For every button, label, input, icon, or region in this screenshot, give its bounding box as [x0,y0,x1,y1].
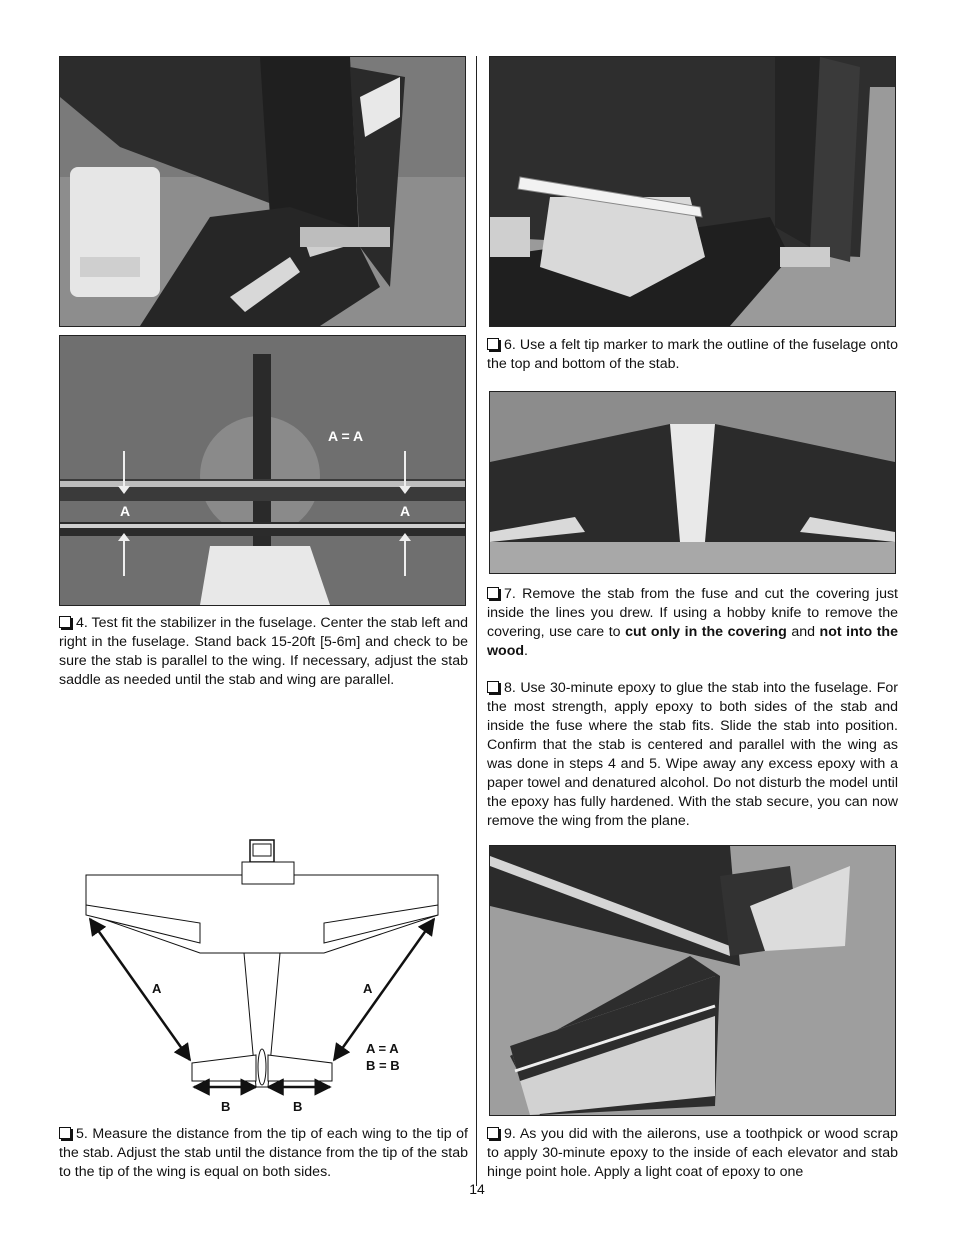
label-a-right: A [400,503,411,519]
step-7-bold-a: cut only in the covering [625,624,787,640]
step-7-text-c: . [524,643,528,659]
photo-stab-exposed-wood [489,391,896,574]
step-6-text: 6. Use a felt tip marker to mark the outline of the fuselage onto the top and bottom of the stab. [487,337,898,372]
diagram-label-a-right: A [363,981,373,996]
checkbox[interactable] [59,1127,71,1139]
step-5 [59,1125,468,1182]
step-8 [487,679,898,831]
page-number: 14 [469,1181,485,1197]
label-a-left: A [120,503,131,519]
step-7-text-b: and [786,624,820,640]
diagram-eq-b: B = B [366,1058,400,1073]
alignment-diagram [80,835,450,1120]
diagram-label-a-left: A [152,981,162,996]
step-4 [59,614,468,690]
checkbox[interactable] [487,681,499,693]
checkbox[interactable] [59,616,71,628]
step-6 [487,336,898,374]
step-9-text: 9. As you did with the ailerons, use a toothpick or wood scrap to apply 30-minute epoxy to the inside of each elevator and stab hinge point hole. Apply a light coat of epoxy to one [487,1126,898,1180]
diagram-label-b-right: B [293,1099,303,1114]
checkbox[interactable] [487,587,499,599]
checkbox[interactable] [487,338,499,350]
step-7-bold-b: not into the wood [487,624,898,659]
step-4-text: 4. Test fit the stabilizer in the fuselage. Center the stab left and right in the fuselage. Stand back 15-20ft [5-6m] and check to be sure the stab is parallel to the wing. If necessary, adjust the stab saddle as needed until the stab and wing are parallel. [59,615,468,688]
photo-stab-alignment [59,335,466,606]
step-7-text-a: 7. Remove the stab from the fuse and cut the covering just inside the lines you drew. If using a hobby knife to remove the covering, use care to [487,586,898,640]
checkbox[interactable] [487,1127,499,1139]
photo-elevator-hinges [489,845,896,1116]
step-7 [487,585,898,661]
diagram-eq-a: A = A [366,1041,399,1056]
photo-tail-closeup [59,56,466,327]
photo-felt-tip-marker [489,56,896,327]
diagram-label-b-left: B [221,1099,231,1114]
step-9 [487,1125,898,1182]
step-8-text: 8. Use 30-minute epoxy to glue the stab into the fuselage. For the most strength, apply epoxy to both sides of the stab and inside the fuse where the stab fits. Slide the stab into position. Confirm that the stab is centered and parallel with the wing as was done in steps 4 and 5. Wipe away any excess epoxy with a paper towel and denatured alcohol. Do not disturb the model until the epoxy has fully hardened. With the stab secure, you can now remove the wing from the plane. [487,680,898,829]
label-a-equals-a: A = A [328,428,364,444]
column-divider [476,56,477,1186]
step-5-text: 5. Measure the distance from the tip of each wing to the tip of the stab. Adjust the stab until the distance from the tip of the stab to the tip of the wing is equal on both sides. [59,1126,468,1180]
